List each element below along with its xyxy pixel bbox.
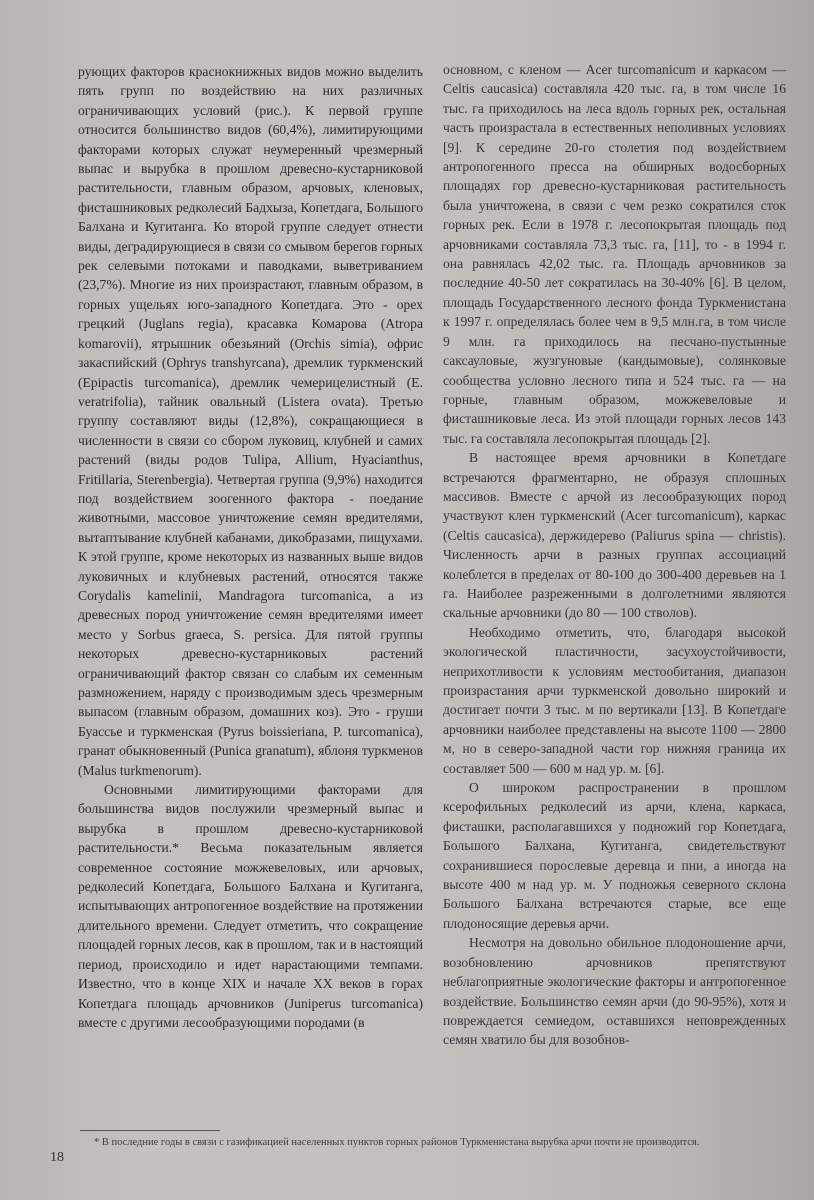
footnote-divider — [80, 1130, 220, 1131]
paragraph: основном, с кленом — Acer turcomanicum и каркасом — Celtis caucasica) составляла 420 тыс. га, в том числе 16 тыс. га приходилось на леса вдоль горных рек, остальная часть произрастала в естественных неполивных условиях [9]. К середине 20-го столетия под воздействием антропогенного пресса на обширных водосборных площадях гор древесно-кустарниковая растительность была уничтожена, в связи с чем резко сократился сток горных рек. Если в 1978 г. лесопокрытая площадь под арчовниками составляла 73,3 тыс. га, [11], то - в 1994 г. она равнялась 42,02 тыс. га. Площадь арчовников за последние 40-50 лет сократилась на 30-40% [6]. В целом, площадь Государственного лесного фонда Туркменистана к 1997 г. определялась более чем в 9,5 млн.га, в том числе 9 млн. га приходилось на песчано-пустынные саксауловые, жузгуновые (кандымовые), солянковые сообщества условно лесного типа и 524 тыс. га — на горные, главным образом, можжевеловые и фисташниковые леса. Из этой площади горных лесов 143 тыс. га составляла лесопокрытая площадь [2]. — [443, 62, 786, 446]
paragraph: О широком распространении в прошлом ксерофильных редколесий из арчи, клена, каркаса, фисташки, располагавшихся у подножий гор Копетдага, Большого Балхана, Кугитанга, свидетельствуют сохранившиеся порослевые деревца и пни, а иногда на высоте 400 м над ур. м. У подножья северного склона Большого Балхана встречаются старые, все еще плодоносящие деревья арчи. — [443, 780, 786, 931]
paragraph: Необходимо отметить, что, благодаря высокой экологической пластичности, засухоустойчивости, неприхотливости к условиям местообитания, диапазон произрастания арчи туркменской довольно широкий и достигает почти 3 тыс. м по вертикали [13]. В Копетдаге арчовники наиболее представлены на высоте 1100 — 2800 м, но в северо-западной части гор нижняя граница их составляет 500 — 600 м над ур. м. [6]. — [443, 624, 786, 776]
text-column-left — [78, 62, 423, 1032]
paragraph: Основными лимитирующими факторами для большинства видов послужили чрезмерный выпас и вырубка в прошлом древесно-кустарниковой растительности.* Весьма показательным является современное состояние можжевеловых, или арчовых, редколесий Копетдага, Большого Балхана и Кугитанга, испытывающих антропогенное воздействие на протяжении длительного времени. Следует отметить, что сокращение площадей горных лесов, как в прошлом, так и в настоящий период, происходило и идет нарастающими темпами. Известно, что в конце XIX и начале XX веков в горах Копетдага площадь арчовников (Juniperus turcomanica) вместе с другими лесообразующими породами (в — [78, 782, 423, 1030]
paragraph: Несмотря на довольно обильное плодоношение арчи, возобновлению арчовников препятствуют неблагоприятные экологические факторы и антропогенное воздействие. Большинство семян арчи (до 90-95%), хотя и повреждается семиедом, оставшихся неповрежденных семян хватило бы для возобнов- — [443, 935, 786, 1048]
paragraph: рующих факторов краснокнижных видов можно выделить пять групп по воздействию на них различных ограничивающих условий (рис.). К первой группе относится большинство видов (60,4%), лимитирующими факторами которых служат неумеренный чрезмерный выпас и вырубка в прошлом древесно-кустарниковой растительности, главным образом, арчовых, кленовых, фисташниковых редколесий Бадхыза, Копетдага, Большого Балхана и Кугитанга. Ко второй группе следует отнести виды, деградирующиеся в связи со смывом берегов горных рек селевыми потоками и паводками, выветриванием (23,7%). Многие из них произрастают, главным образом, в горных ущельях юго-западного Копетдага. Это - орех грецкий (Juglans regia), красавка Комарова (Atropa komarovii), ятрышник обезьяний (Orchis simia), офрис закаспийский (Ophrys transhyrcana), дремлик туркменский (Epipactis turcomanica), дремлик чемерицелистный (E. veratrifolia), тайник овальный (Listera ovata). Третью группу составляют виды (12,8%), сокращающиеся в численности в связи со сбором луковиц, клубней и самих растений (виды родов Tulipa, Allium, Hyacianthus, Fritillaria, Sterenbergia). Четвертая группа (9,9%) находится под воздействием зоогенного фактора - поедание животными, массовое уничтожение семян вредителями, вытаптывание клубней кабанами, дикобразами, пищухами. К этой группе, кроме некоторых из названных выше видов луковичных и клубневых растений, относятся также Corydalis kamelinii, Mandragora turcomanica, а из древесных пород уничтожение семян вредителями имеет место у Sorbus graeca, S. persica. Для пятой группы некоторых древесно-кустарниковых растений ограничивающий фактор связан со слабым их семенным размножением, наряду с производимым здесь чрезмерным выпасом (главным образом, домашних коз). Это - груши Буассье и туркменская (Pyrus boissieriana, P. turcomanica), гранат обыкновенный (Punica granatum), яблоня туркменов (Malus turkmenorum). — [78, 64, 423, 778]
paragraph: В настоящее время арчовники в Копетдаге встречаются фрагментарно, не образуя сплошных массивов. Вместе с арчой из лесообразующих пород участвуют клен туркменский (Acer turcomanicum), каркас (Celtis caucasica), держидерево (Paliurus spina — christis). Численность арчи в разных группах ассоциаций колеблется в пределах от 80-100 до 300-400 деревьев на 1 га. Наиболее разреженными в долголетними являются скальные арчовники (до 80 — 100 стволов). — [443, 450, 786, 621]
page-number: 18 — [50, 1150, 64, 1165]
text-column-right — [443, 60, 786, 1050]
footnote: * В последние годы в связи с газификацией населенных пунктов горных районов Туркменистана вырубка арчи почти не производится. — [94, 1137, 700, 1148]
